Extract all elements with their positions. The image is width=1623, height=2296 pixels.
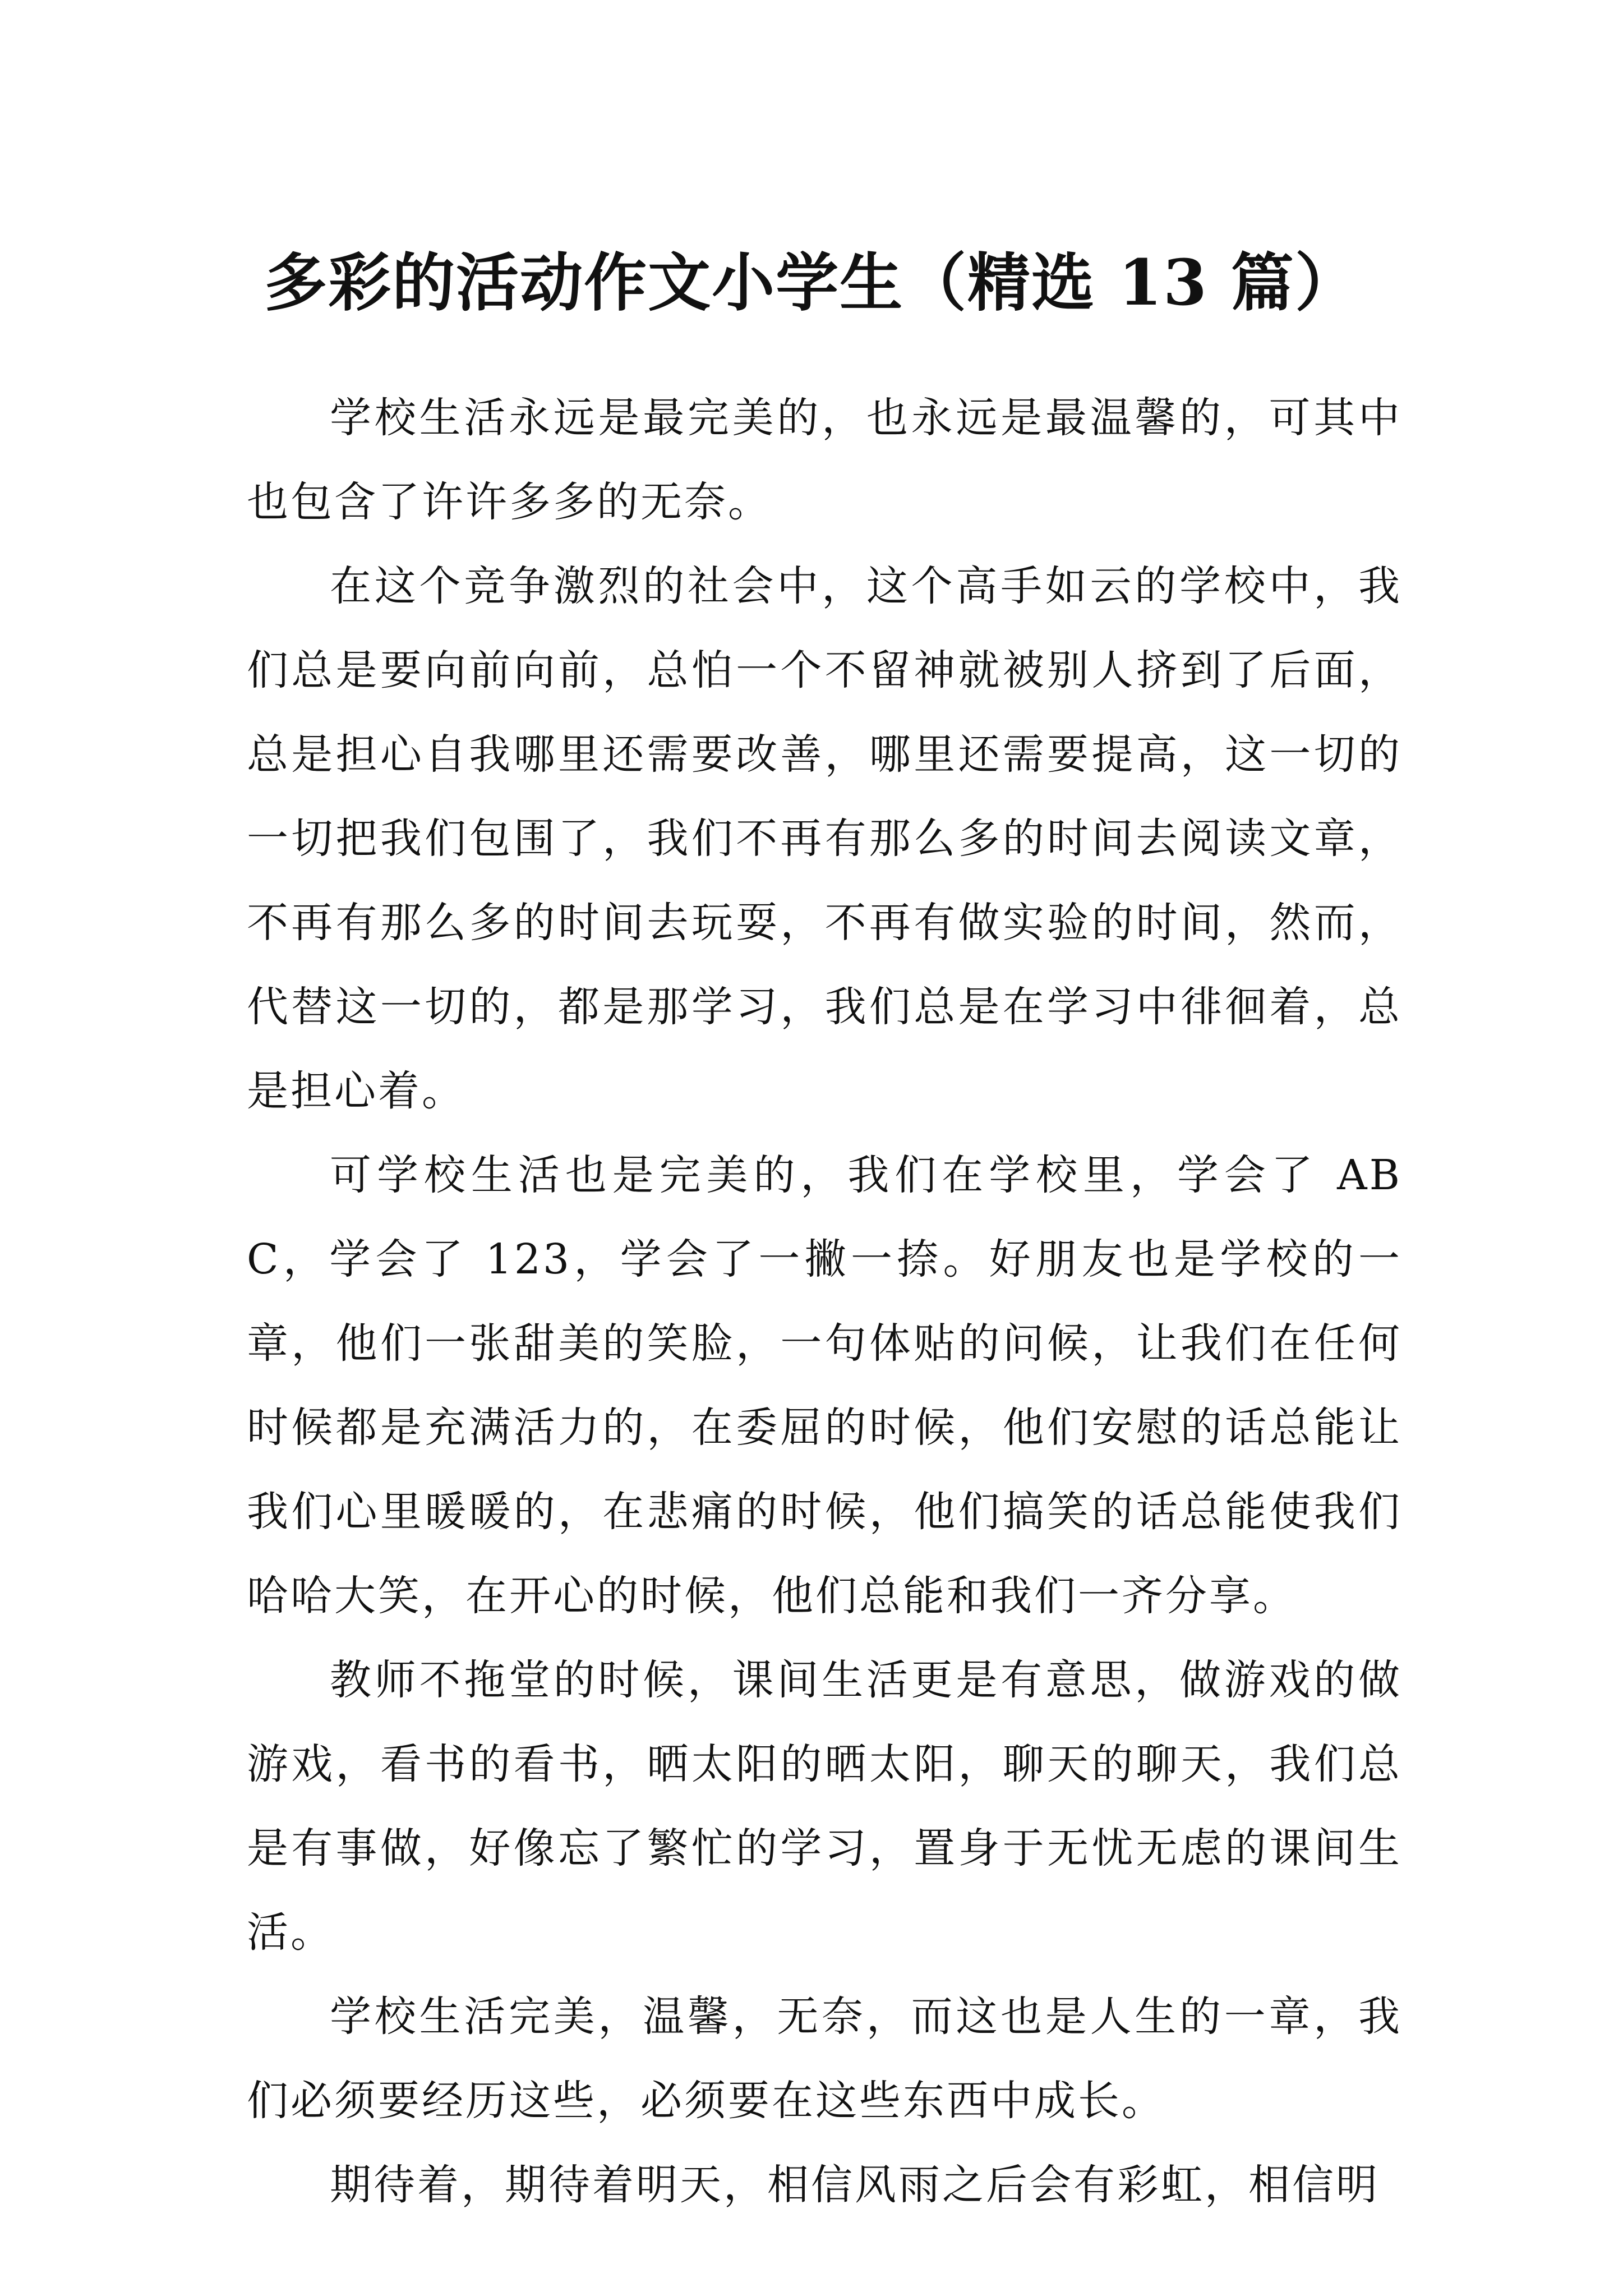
paragraph-6: 期待着，期待着明天，相信风雨之后会有彩虹，相信明 bbox=[330, 2161, 1380, 2209]
document-body bbox=[247, 376, 1402, 2227]
paragraph-2: 在这个竞争激烈的社会中，这个高手如云的学校中，我们总是要向前向前，总怕一个不留神就被别人挤到了后面，总是担心自我哪里还需要改善，哪里还需要提高，这一切的一切把我们包围了，我们不再有那么多的时间去阅读文章，不再有那么多的时间去玩耍，不再有做实验的时间，然而，代替这一切的，都是那学习，我们总是在学习中徘徊着，总是担心着。 bbox=[247, 562, 1402, 1115]
paragraph-5: 学校生活完美，温馨，无奈，而这也是人生的一章，我们必须要经历这些，必须要在这些东西中成长。 bbox=[247, 1993, 1402, 2125]
document-title: 多彩的活动作文小学生（精选 13 篇） bbox=[264, 246, 1359, 320]
paragraph-3: 可学校生活也是完美的，我们在学校里，学会了 ABC，学会了 123，学会了一撇一捺。好朋友也是学校的一章，他们一张甜美的笑脸，一句体贴的问候，让我们在任何时候都是充满活力的，在委屈的时候，他们安慰的话总能让我们心里暖暖的，在悲痛的时候，他们搞笑的话总能使我们哈哈大笑，在开心的时候，他们总能和我们一齐分享。 bbox=[247, 1151, 1402, 1620]
paragraph-1: 学校生活永远是最完美的，也永远是最温馨的，可其中也包含了许许多多的无奈。 bbox=[247, 394, 1402, 526]
paragraph-4: 教师不拖堂的时候，课间生活更是有意思，做游戏的做游戏，看书的看书，晒太阳的晒太阳，聊天的聊天，我们总是有事做，好像忘了繁忙的学习，置身于无忧无虑的课间生活。 bbox=[247, 1656, 1402, 1957]
